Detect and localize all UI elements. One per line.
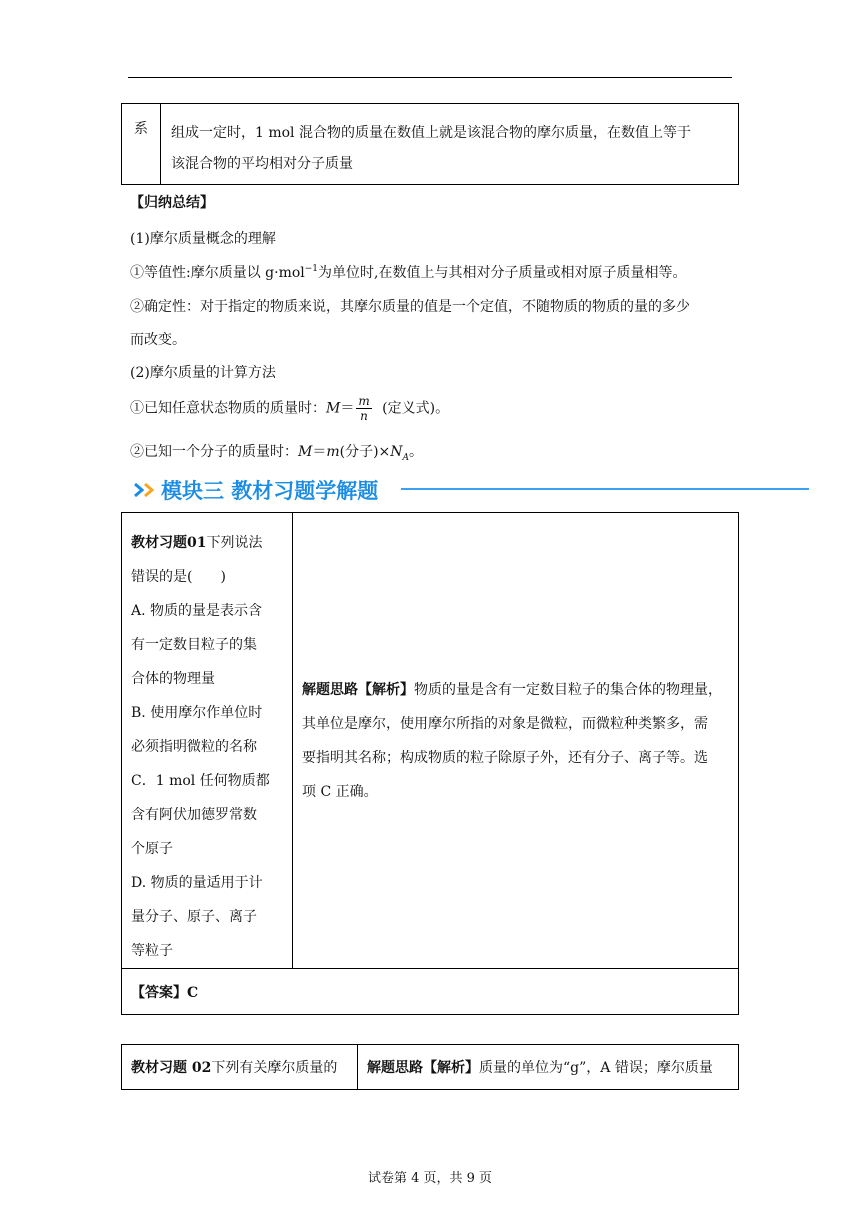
- page-footer: 试卷第 4 页，共 9 页: [367, 1171, 493, 1186]
- analysis-line: 解题思路【解析】物质的量是含有一定数目粒子的集合体的物理量，: [302, 681, 722, 698]
- text-run: 为单位时,在数值上与其相对分子质量或相对原子质量相等。: [318, 265, 687, 281]
- option-line: 量分子、原子、离子: [131, 909, 257, 925]
- text-run: (分子)×: [339, 444, 391, 460]
- option-line: 合体的物理量: [131, 671, 215, 687]
- module-banner: [133, 474, 678, 506]
- option-line: C．1 mol 任何物质都: [131, 773, 270, 789]
- banner-rule: [401, 488, 809, 490]
- option-line: 有一定数目粒子的集: [131, 637, 257, 653]
- summary-paragraph: 而改变。: [130, 332, 186, 348]
- text-run: (定义式)。: [377, 400, 450, 417]
- definition-table: [121, 103, 739, 185]
- header-rule: [128, 77, 732, 78]
- analysis-text: 质量的单位为“g”，A 错误；摩尔质量: [479, 1060, 713, 1076]
- analysis-cell: [293, 513, 739, 969]
- table-row-label: 系: [122, 104, 161, 185]
- summary-paragraph: ②确定性：对于指定的物质来说，其摩尔质量的值是一个定值，不随物质的物质的量的多少: [130, 299, 690, 315]
- option-line: 个原子: [131, 841, 173, 857]
- text-run: ＝: [340, 400, 355, 417]
- exercise-table-2: [121, 1044, 739, 1090]
- summary-paragraph: (2)摩尔质量的计算方法: [130, 365, 276, 381]
- text-run: ＝: [312, 444, 327, 460]
- option-line: B. 使用摩尔作单位时: [131, 705, 263, 721]
- question-text: 下列有关摩尔质量的: [211, 1060, 338, 1076]
- question-cell: [122, 513, 293, 969]
- analysis-cell: [358, 1045, 739, 1090]
- math-var: M: [298, 444, 313, 460]
- analysis-label: 解题思路【解析】: [367, 1060, 479, 1076]
- exercise-label: 教材习题 02: [131, 1060, 212, 1076]
- analysis-line: 其单位是摩尔，使用摩尔所指的对象是微粒，而微粒种类繁多，需: [302, 715, 708, 732]
- analysis-line: 项 C 正确。: [302, 783, 378, 800]
- analysis-label: 解题思路【解析】: [302, 681, 414, 698]
- option-line: 必须指明微粒的名称: [131, 739, 257, 755]
- option-line: 含有阿伏加德罗常数: [131, 807, 257, 823]
- text-run: ②已知一个分子的质量时：: [130, 444, 298, 460]
- fraction-numerator: m: [358, 394, 370, 408]
- answer-text: 【答案】C: [131, 984, 199, 1001]
- subscript: A: [402, 452, 410, 463]
- summary-paragraph: [130, 262, 687, 282]
- math-var: m: [326, 444, 340, 460]
- text-run: 。: [409, 444, 424, 460]
- analysis-line: 要指明其名称；构成物质的粒子除原子外，还有分子、离子等。选: [302, 749, 708, 766]
- option-line: 等粒子: [131, 943, 173, 959]
- question-cell: [122, 1045, 358, 1090]
- question-line: 错误的是( ): [131, 569, 226, 585]
- answer-cell: [122, 969, 739, 1015]
- exercise-table-1: [121, 512, 739, 1015]
- module-title: 模块三 教材习题学解题: [161, 479, 379, 503]
- formula-line: [130, 441, 423, 463]
- fraction: [356, 394, 371, 423]
- option-line: D. 物质的量适用于计: [131, 875, 263, 891]
- summary-heading: 【归纳总结】: [130, 195, 214, 211]
- formula-line: [130, 394, 449, 423]
- fraction-denominator: n: [360, 409, 368, 423]
- superscript: −1: [304, 264, 319, 274]
- table-text-line: 组成一定时，1 mol 混合物的质量在数值上就是该混合物的摩尔质量，在数值上等于: [171, 125, 691, 141]
- option-line: A. 物质的量是表示含: [131, 603, 263, 619]
- question-line: 教材习题01下列说法: [131, 535, 263, 551]
- double-chevron-icon: [133, 482, 157, 498]
- table-text-line: 该混合物的平均相对分子质量: [171, 156, 353, 172]
- text-run: ①等值性:摩尔质量以 g·mol: [130, 265, 305, 281]
- text-run: ①已知任意状态物质的质量时：: [130, 400, 326, 417]
- summary-paragraph: (1)摩尔质量概念的理解: [130, 231, 276, 247]
- math-var: M: [326, 400, 341, 417]
- math-var: N: [390, 444, 403, 460]
- table-row-content: [161, 104, 739, 185]
- exercise-label: 教材习题01: [131, 535, 207, 551]
